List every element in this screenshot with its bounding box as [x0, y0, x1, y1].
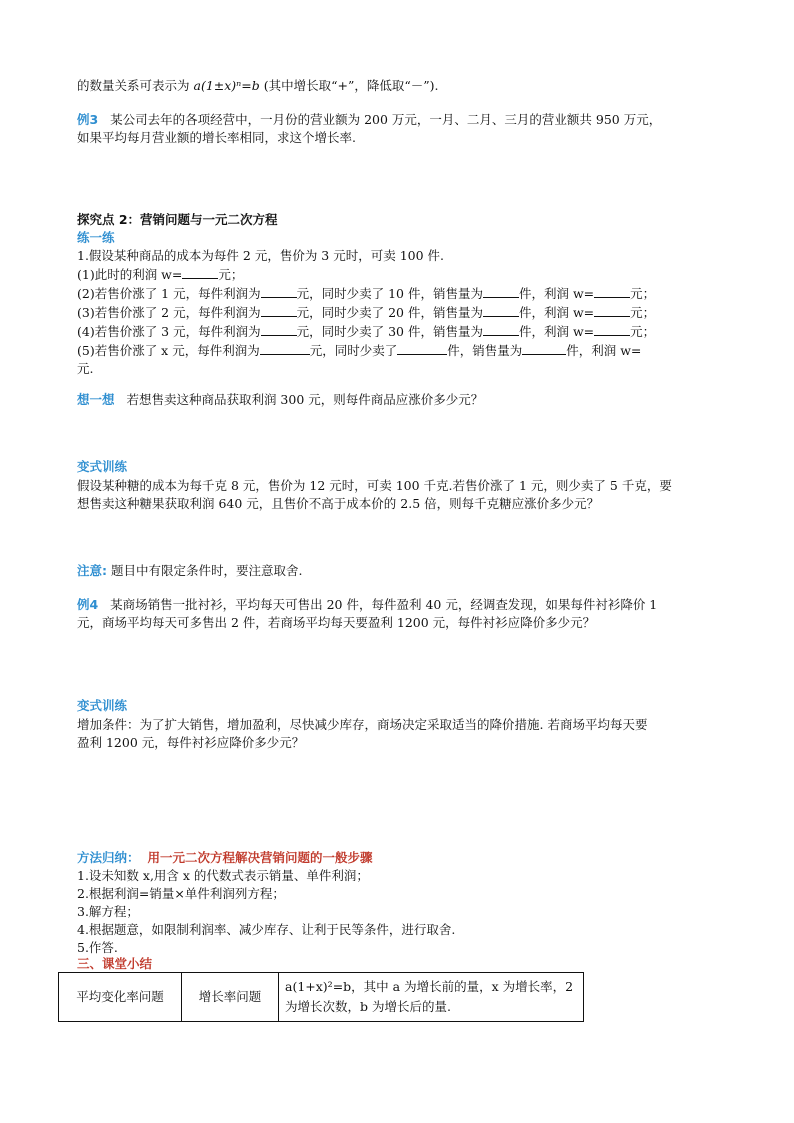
- example3-line1: [77, 111, 661, 129]
- example3-text1: 某公司去年的各项经营中，一月份的营业额为 200 万元，一月、二月、三月的营业额共 950 万元，: [110, 112, 662, 127]
- example4-label: 例4: [77, 597, 99, 612]
- practice-label: 练一练: [77, 230, 115, 245]
- method-label: 方法归纳：: [77, 850, 140, 865]
- think-label: 想一想: [77, 392, 115, 407]
- method-step: 1.设未知数 x,用含 x 的代数式表示销量、单件利润；: [77, 868, 369, 883]
- example3-label: 例3: [77, 112, 99, 127]
- practice-item1: (1)此时的利润 w= 元；: [77, 267, 244, 282]
- answer-blank[interactable]: [397, 342, 447, 355]
- method-heading: [77, 849, 372, 867]
- method-title: 用一元二次方程解决营销问题的一般步骤: [147, 850, 373, 865]
- note-text: 题目中有限定条件时，要注意取舍.: [110, 563, 303, 578]
- practice-item2: (2)若售价涨了 1 元，每件利润为 元，同时少卖了 10 件，销售量为 件，利润 w= 元；: [77, 286, 656, 301]
- practice-q1: 1.假设某种商品的成本为每件 2 元，售价为 3 元时，可卖 100 件.: [77, 248, 445, 263]
- answer-blank[interactable]: [483, 304, 519, 317]
- variant2-line1: 增加条件：为了扩大销售，增加盈利，尽快减少库存，商场决定采取适当的降价措施. 若商场平均每天要: [77, 717, 648, 732]
- practice-item3: (3)若售价涨了 2 元，每件利润为 元，同时少卖了 20 件，销售量为 件，利润 w= 元；: [77, 305, 656, 320]
- summary-cell-formula: a(1+x)²=b，其中 a 为增长前的量，x 为增长率，2 为增长次数，b 为增长后的量.: [279, 973, 584, 1022]
- variant1-line1: 假设某种糖的成本为每千克 8 元，售价为 12 元时，可卖 100 千克.若售价涨了 1 元，则少卖了 5 千克，要: [77, 478, 672, 493]
- answer-blank[interactable]: [261, 304, 297, 317]
- growth-formula: a(1±x)ⁿ=b: [193, 78, 260, 93]
- answer-blank[interactable]: [261, 285, 297, 298]
- think-line: [77, 391, 483, 409]
- example4-line2: 元，商场平均每天可多售出 2 件，若商场平均每天要盈利 1200 元，每件衬衫应降价多少元？: [77, 615, 596, 630]
- example4-line1: [77, 596, 657, 614]
- summary-heading: 三、课堂小结: [77, 956, 153, 971]
- answer-blank[interactable]: [594, 304, 630, 317]
- intro-relation-line: [77, 77, 438, 95]
- note-label: 注意:: [77, 563, 107, 578]
- variant1-label: 变式训练: [77, 459, 128, 474]
- variant2-line2: 盈利 1200 元，每件衬衫应降价多少元？: [77, 735, 305, 750]
- answer-blank[interactable]: [483, 323, 519, 336]
- example3-line2: 如果平均每月营业额的增长率相同，求这个增长率.: [77, 130, 356, 145]
- answer-blank[interactable]: [182, 266, 218, 279]
- intro-prefix: 的数量关系可表示为: [77, 78, 190, 93]
- variant2-label: 变式训练: [77, 698, 128, 713]
- variant1-line2: 想售卖这种糖果获取利润 640 元，且售价不高于成本价的 2.5 倍，则每千克糖应涨价多少元？: [77, 496, 600, 511]
- answer-blank[interactable]: [594, 285, 630, 298]
- section2-title: 探究点 2：营销问题与一元二次方程: [77, 212, 278, 227]
- intro-suffix: (其中增长取“+”，降低取“－”).: [263, 78, 439, 93]
- method-step: 4.根据题意，如限制利润率、减少库存、让利于民等条件，进行取舍.: [77, 922, 456, 937]
- method-step: 2.根据利润=销量×单件利润列方程；: [77, 886, 285, 901]
- summary-cell-type: 增长率问题: [182, 973, 279, 1022]
- example4-text1: 某商场销售一批衬衫，平均每天可售出 20 件，每件盈利 40 元，经调查发现，如果每件衬衫降价 1: [110, 597, 658, 612]
- table-row: [59, 973, 584, 1022]
- answer-blank[interactable]: [594, 323, 630, 336]
- answer-blank[interactable]: [260, 342, 310, 355]
- practice-item5: (5)若售价涨了 x 元，每件利润为 元，同时少卖了 件，销售量为 件，利润 w=: [77, 343, 642, 358]
- answer-blank[interactable]: [522, 342, 566, 355]
- summary-table: [58, 972, 584, 1022]
- method-step: 3.解方程；: [77, 904, 139, 919]
- method-step: 5.作答.: [77, 940, 118, 955]
- summary-cell-category: 平均变化率问题: [59, 973, 182, 1022]
- note-line: [77, 562, 302, 580]
- practice-item5-end: 元.: [77, 361, 94, 376]
- answer-blank[interactable]: [483, 285, 519, 298]
- answer-blank[interactable]: [261, 323, 297, 336]
- think-text: 若想售卖这种商品获取利润 300 元，则每件商品应涨价多少元？: [126, 392, 484, 407]
- practice-item4: (4)若售价涨了 3 元，每件利润为 元，同时少卖了 30 件，销售量为 件，利润 w= 元；: [77, 324, 656, 339]
